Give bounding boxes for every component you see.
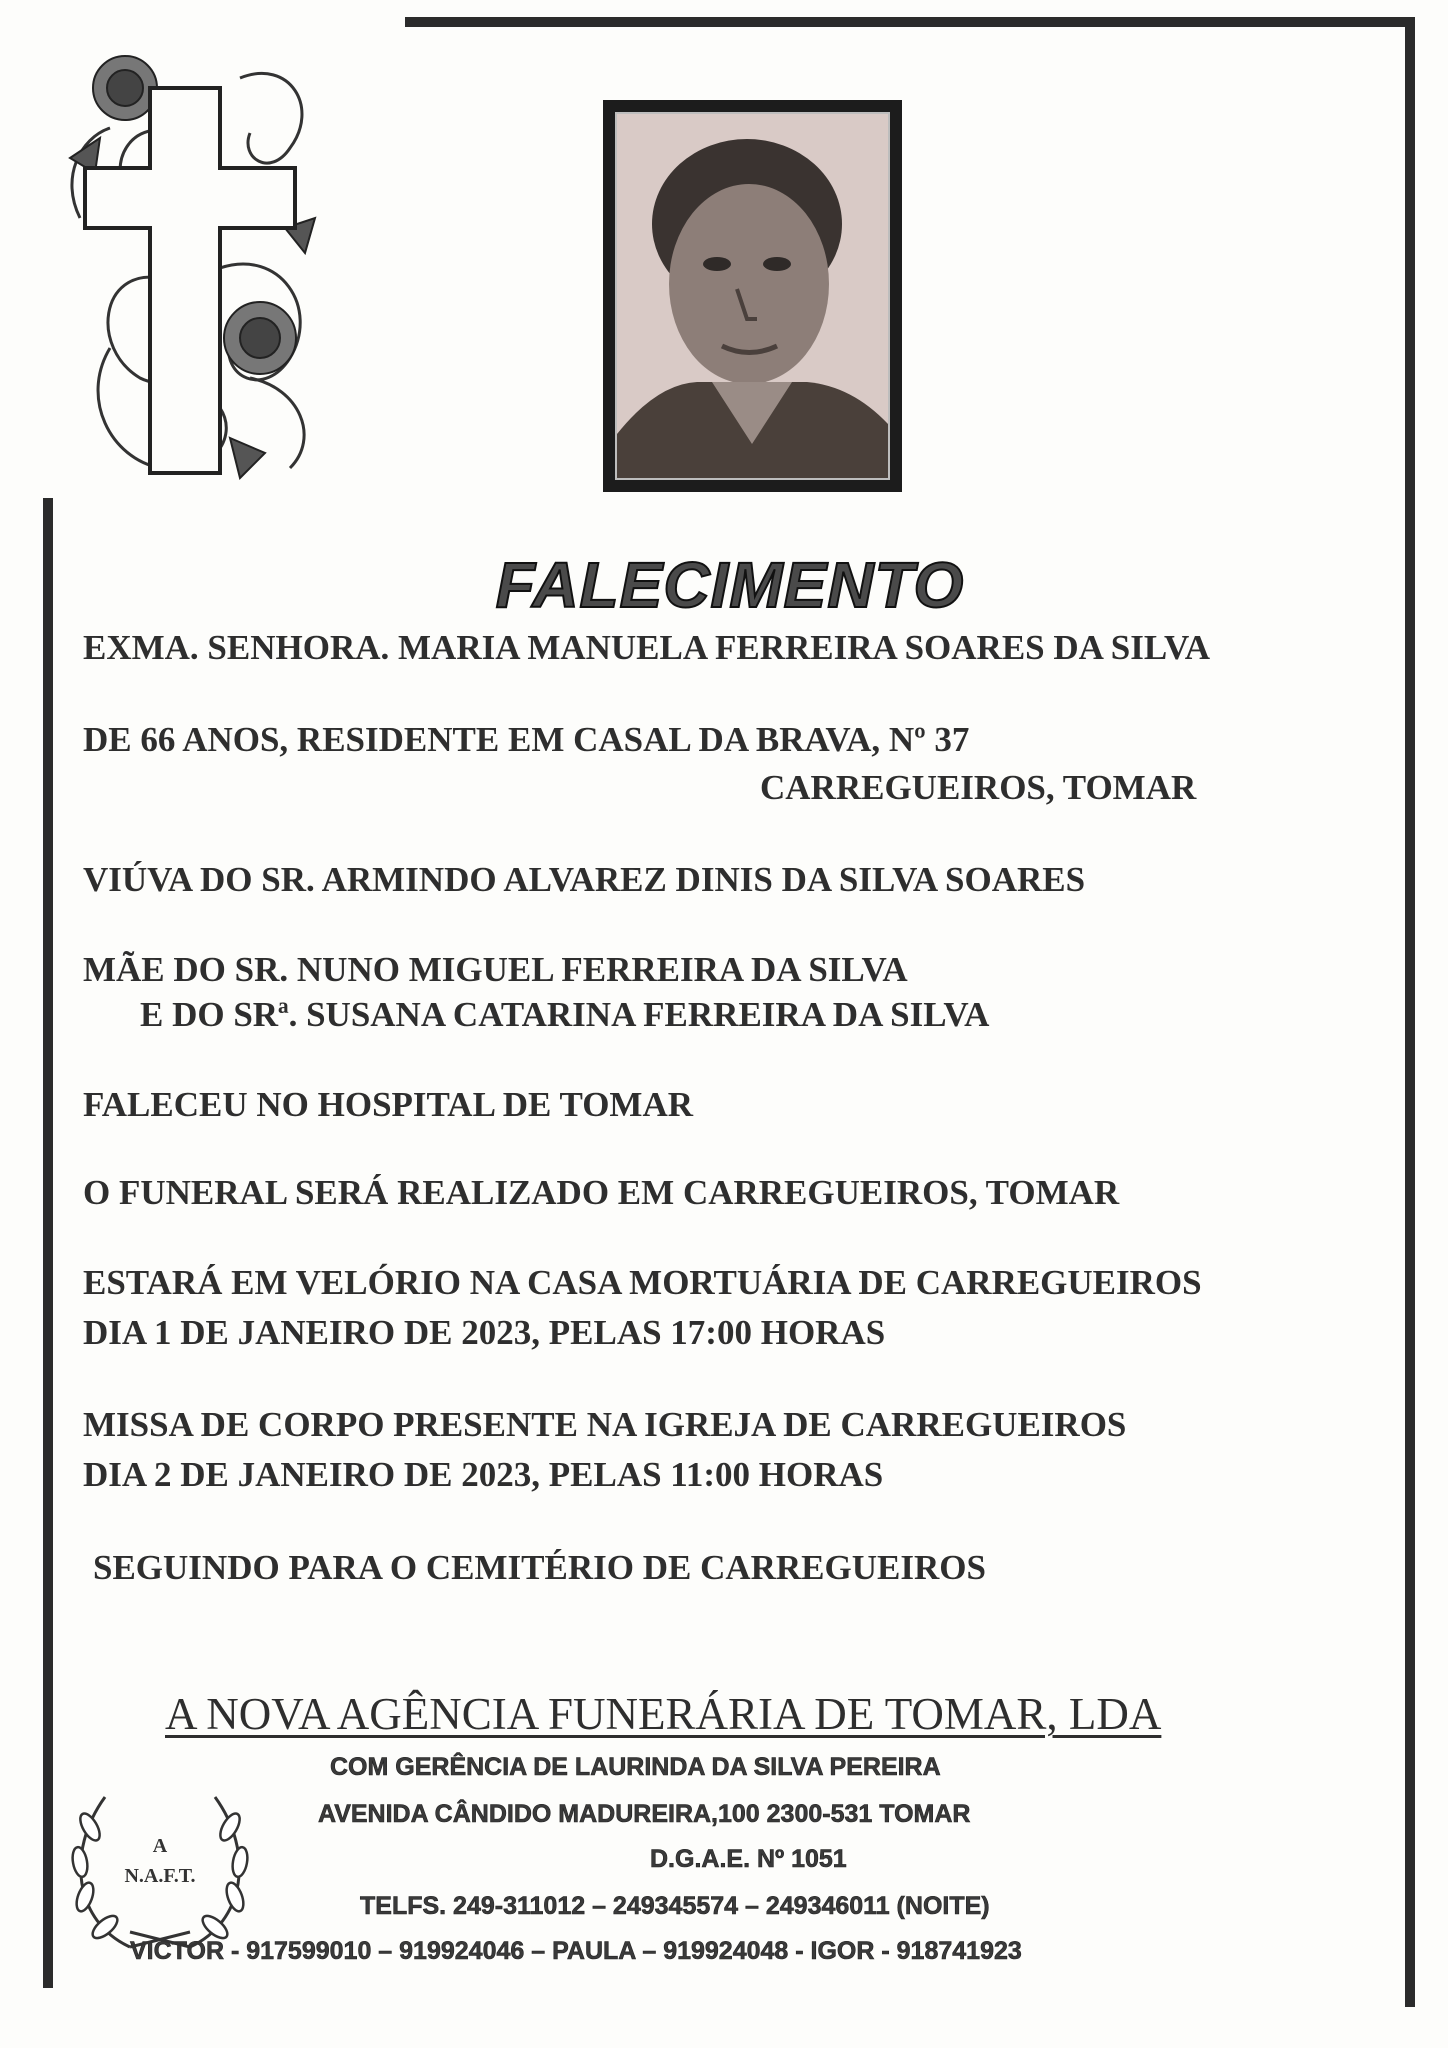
wake-location-line: ESTARÁ EM VELÓRIO NA CASA MORTUÁRIA DE CARREGUEIROS — [83, 1263, 1202, 1302]
agency-address: AVENIDA CÂNDIDO MADUREIRA,100 2300-531 TOMAR — [318, 1800, 971, 1828]
wake-datetime-line: DIA 1 DE JANEIRO DE 2023, PELAS 17:00 HORAS — [83, 1313, 886, 1352]
agency-phones: TELFS. 249-311012 – 249345574 – 249346011 (NOITE) — [360, 1892, 990, 1920]
cemetery-line: SEGUINDO PARA O CEMITÉRIO DE CARREGUEIROS — [93, 1548, 986, 1587]
mother-line-1: MÃE DO SR. NUNO MIGUEL FERREIRA DA SILVA — [83, 950, 908, 989]
notice-title: FALECIMENTO — [495, 549, 965, 621]
agency-management: COM GERÊNCIA DE LAURINDA DA SILVA PEREIRA — [330, 1753, 941, 1781]
portrait-photo-frame — [603, 100, 902, 492]
mass-datetime-line: DIA 2 DE JANEIRO DE 2023, PELAS 11:00 HORAS — [83, 1455, 884, 1494]
widow-line: VIÚVA DO SR. ARMINDO ALVAREZ DINIS DA SILVA SOARES — [83, 860, 1086, 899]
portrait-photo — [615, 112, 890, 480]
mass-location-line: MISSA DE CORPO PRESENTE NA IGREJA DE CARREGUEIROS — [83, 1405, 1127, 1444]
residence-town-line: CARREGUEIROS, TOMAR — [760, 768, 1197, 807]
funeral-place-line: O FUNERAL SERÁ REALIZADO EM CARREGUEIROS, TOMAR — [83, 1173, 1120, 1212]
cross-ornament-icon — [40, 18, 330, 493]
laurel-wreath-seal-icon — [60, 1782, 260, 1962]
death-place-line: FALECEU NO HOSPITAL DE TOMAR — [83, 1085, 694, 1124]
mother-line-2: E DO SRª. SUSANA CATARINA FERREIRA DA SILVA — [140, 995, 990, 1034]
deceased-name-line: EXMA. SENHORA. MARIA MANUELA FERREIRA SOARES DA SILVA — [83, 628, 1211, 667]
frame-left-border — [43, 498, 53, 1988]
agency-name: A NOVA AGÊNCIA FUNERÁRIA DE TOMAR, LDA — [165, 1689, 1162, 1739]
age-residence-line: DE 66 ANOS, RESIDENTE EM CASAL DA BRAVA, Nº 37 — [83, 720, 970, 759]
seal-text: N.A.F.T. — [124, 1865, 196, 1887]
frame-top-border — [405, 17, 1415, 27]
frame-right-border — [1405, 17, 1415, 2007]
seal-letter: A — [152, 1835, 168, 1857]
agency-license: D.G.A.E. Nº 1051 — [650, 1845, 847, 1873]
agency-contacts: VICTOR - 917599010 – 919924046 – PAULA – 919924048 - IGOR - 918741923 — [130, 1937, 1022, 1965]
